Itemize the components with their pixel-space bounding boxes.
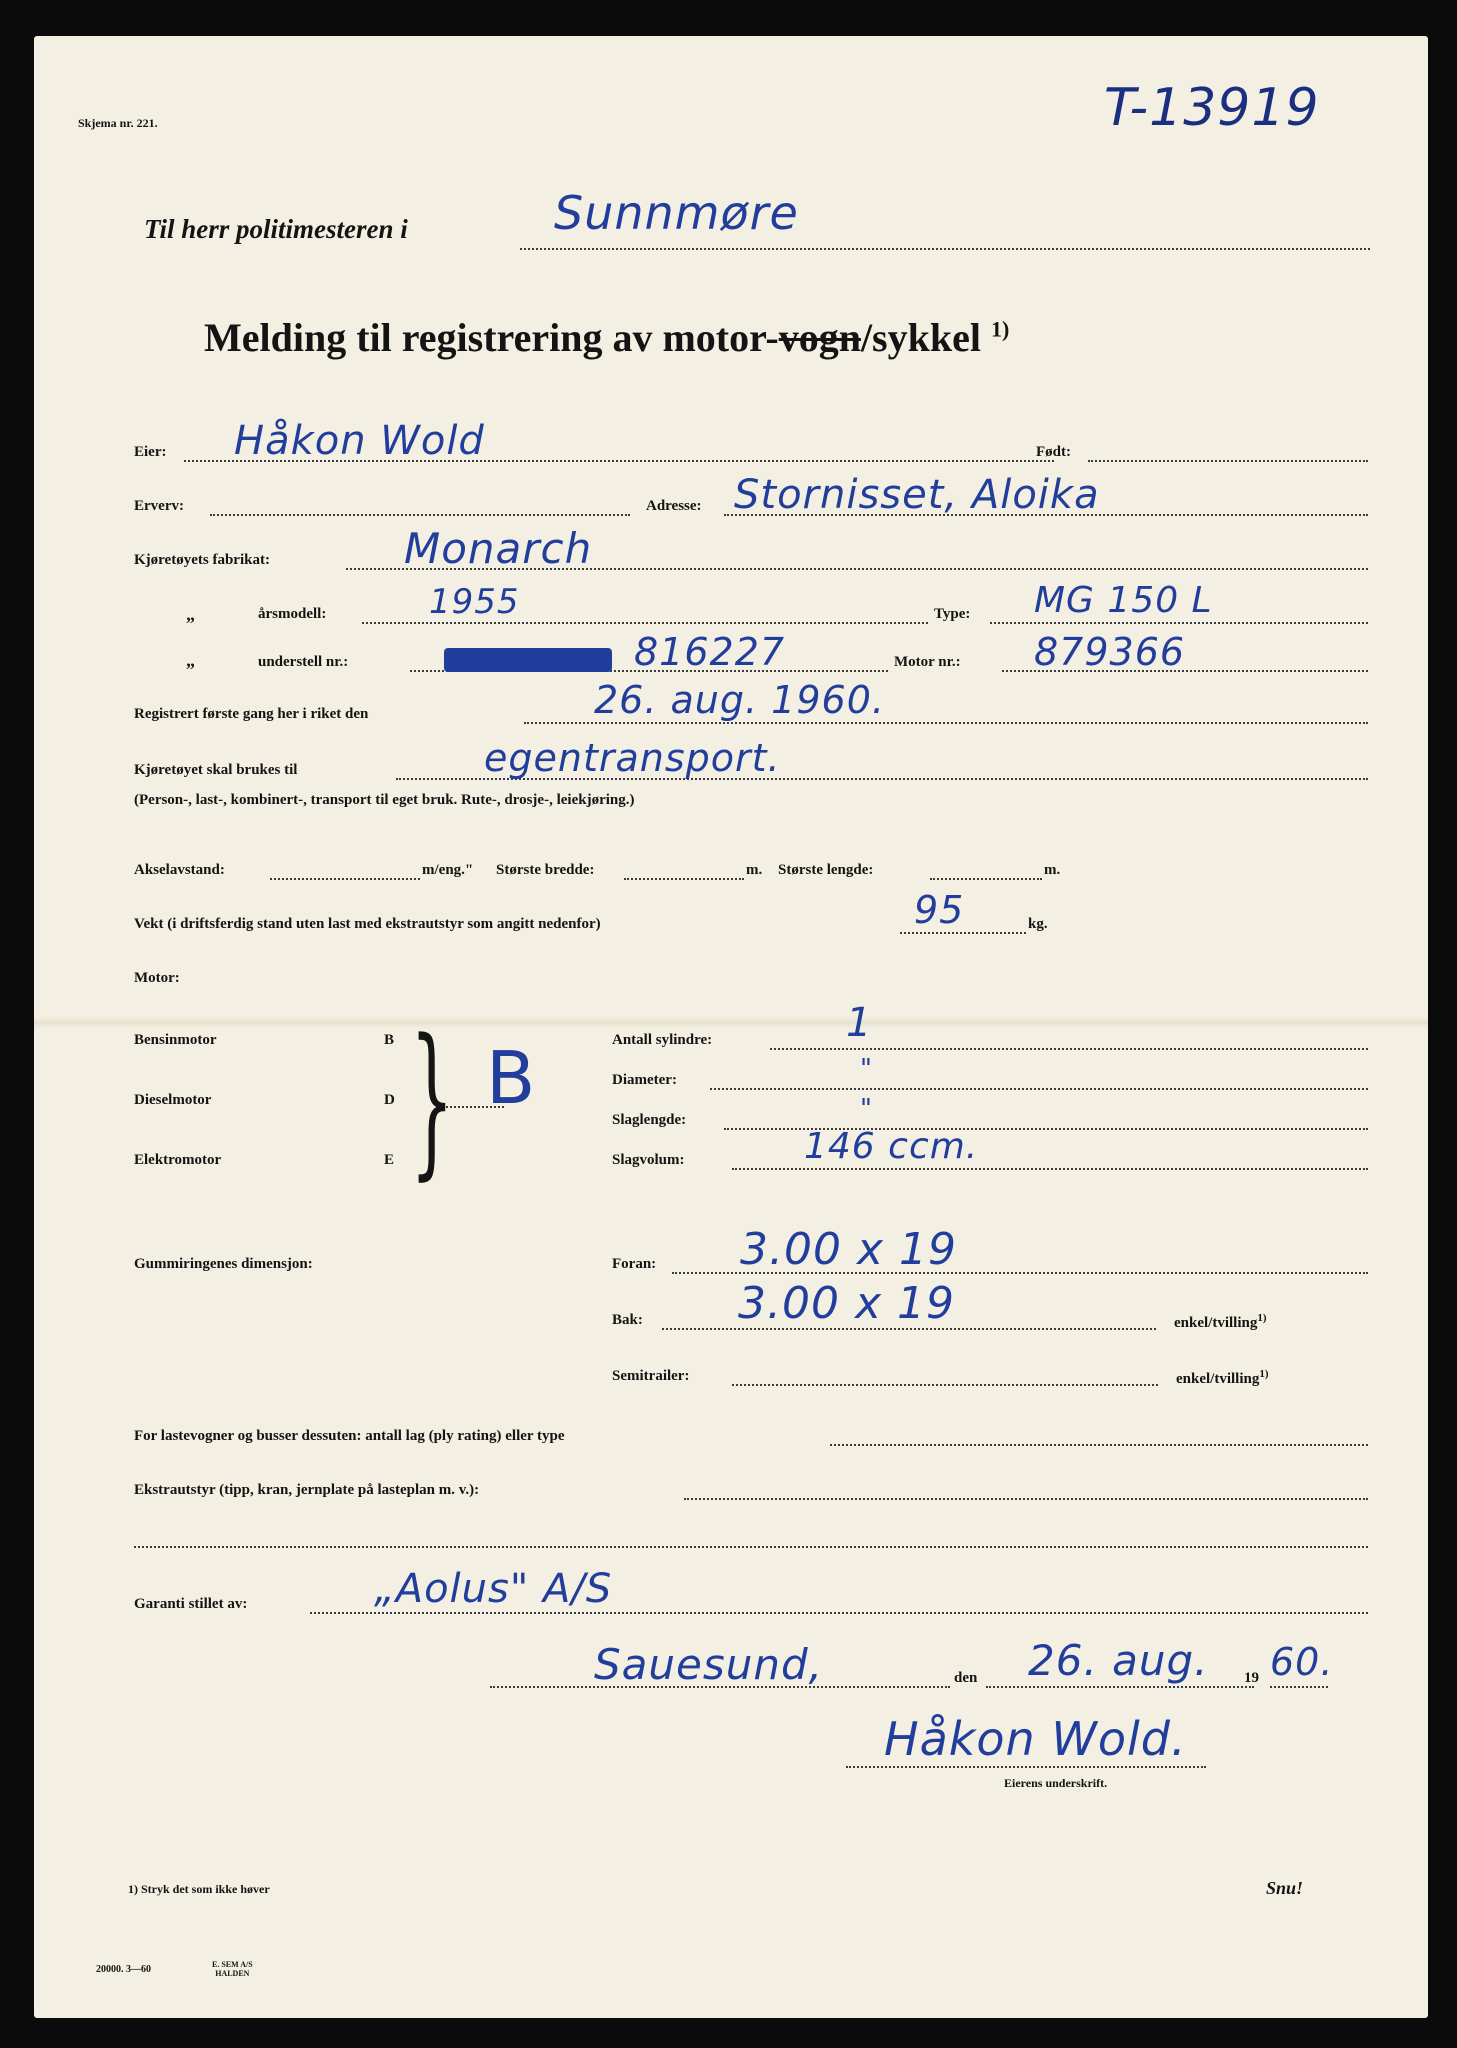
length-label: Største lengde: bbox=[778, 862, 874, 878]
petrol-motor-label: Bensinmotor bbox=[134, 1032, 217, 1048]
motor-type-selected: B bbox=[486, 1036, 537, 1120]
weight-value: 95 bbox=[914, 888, 965, 932]
width-label: Største bredde: bbox=[496, 862, 595, 878]
first-registered-value: 26. aug. 1960. bbox=[594, 678, 885, 722]
tires-rear-label: Bak: bbox=[612, 1312, 643, 1328]
type-value: MG 150 L bbox=[1034, 580, 1213, 621]
wheelbase-unit: m/eng." bbox=[422, 862, 474, 878]
turn-over-note: Snu! bbox=[1266, 1878, 1304, 1898]
address-value: Stornisset, Aloika bbox=[734, 472, 1100, 518]
ditto-mark-2: „ bbox=[186, 650, 195, 670]
petrol-code: B bbox=[384, 1032, 395, 1048]
usage-label: Kjøretøyet skal brukes til bbox=[134, 762, 298, 778]
usage-hint: (Person-, last-, kombinert-, transport til eget bruk. Rute-, drosje-, leiekjøring.) bbox=[134, 792, 635, 808]
extra-equipment-label: Ekstrautstyr (tipp, kran, jernplate på lasteplan m. v.): bbox=[134, 1482, 480, 1498]
tires-front-value: 3.00 x 19 bbox=[740, 1224, 957, 1275]
chassis-label: understell nr.: bbox=[258, 654, 349, 670]
trucks-buses-label: For lastevogner og busser dessuten: antall lag (ply rating) eller type bbox=[134, 1428, 565, 1444]
crossed-out-number bbox=[444, 648, 612, 672]
guarantee-value: „Aolus" A/S bbox=[374, 1566, 613, 1612]
guarantee-label: Garanti stillet av: bbox=[134, 1596, 248, 1612]
motor-brace: } bbox=[410, 1004, 454, 1195]
length-unit: m. bbox=[1044, 862, 1061, 878]
diesel-motor-label: Dieselmotor bbox=[134, 1092, 212, 1108]
year-prefix: 19 bbox=[1244, 1670, 1259, 1686]
tires-rear-single-twin: enkel/tvilling$^{1)}$ bbox=[1174, 1312, 1267, 1331]
stroke-label: Slaglengde: bbox=[612, 1112, 687, 1128]
owner-value: Håkon Wold bbox=[234, 418, 485, 464]
diameter-label: Diameter: bbox=[612, 1072, 677, 1088]
usage-value: egentransport. bbox=[484, 736, 781, 780]
ditto-mark: „ bbox=[186, 604, 195, 624]
place-value: Sauesund, bbox=[594, 1640, 823, 1689]
tires-label: Gummiringenes dimensjon: bbox=[134, 1256, 313, 1272]
make-value: Monarch bbox=[404, 524, 593, 573]
weight-label: Vekt (i driftsferdig stand uten last med ekstrautstyr som angitt nedenfor) bbox=[134, 916, 601, 932]
occupation-label: Erverv: bbox=[134, 498, 184, 514]
make-label: Kjøretøyets fabrikat: bbox=[134, 552, 270, 568]
tires-rear-value: 3.00 x 19 bbox=[738, 1278, 955, 1329]
registration-form bbox=[34, 36, 1428, 2018]
police-district: Sunnmøre bbox=[554, 186, 799, 240]
cylinders-value: 1 bbox=[846, 1000, 873, 1046]
motor-no-value: 879366 bbox=[1034, 630, 1186, 674]
type-label: Type: bbox=[934, 606, 971, 622]
cylinders-label: Antall sylindre: bbox=[612, 1032, 713, 1048]
width-unit: m. bbox=[746, 862, 763, 878]
model-year-value: 1955 bbox=[429, 582, 520, 622]
model-year-label: årsmodell: bbox=[258, 606, 327, 622]
born-label: Født: bbox=[1036, 444, 1071, 460]
stroke-value: " bbox=[860, 1094, 873, 1124]
motor-no-label: Motor nr.: bbox=[894, 654, 961, 670]
first-registered-label: Registrert første gang her i riket den bbox=[134, 706, 369, 722]
date-den: den bbox=[954, 1670, 978, 1686]
weight-unit: kg. bbox=[1028, 916, 1048, 932]
owner-label: Eier: bbox=[134, 444, 167, 460]
printer-imprint: E. SEM A/S HALDEN bbox=[212, 1960, 253, 1978]
displacement-value: 146 ccm. bbox=[804, 1126, 979, 1167]
diesel-code: D bbox=[384, 1092, 395, 1108]
tires-front-label: Foran: bbox=[612, 1256, 657, 1272]
displacement-label: Slagvolum: bbox=[612, 1152, 685, 1168]
electric-motor-label: Elektromotor bbox=[134, 1152, 222, 1168]
print-run: 20000. 3—60 bbox=[96, 1964, 151, 1975]
chassis-value: 816227 bbox=[634, 630, 786, 674]
paper-fold bbox=[34, 1017, 1428, 1029]
archive-number: T-13919 bbox=[1104, 78, 1320, 138]
address-label: Adresse: bbox=[646, 498, 702, 514]
date-value: 26. aug. bbox=[1028, 1636, 1209, 1685]
signature-caption: Eierens underskrift. bbox=[1004, 1776, 1108, 1790]
electric-code: E bbox=[384, 1152, 395, 1168]
semitrailer-label: Semitrailer: bbox=[612, 1368, 690, 1384]
footnote: 1) Stryk det som ikke høver bbox=[128, 1882, 270, 1896]
semitrailer-single-twin: enkel/tvilling$^{1)}$ bbox=[1176, 1368, 1269, 1387]
form-title: Melding til registrering av motor-vogn/sykkel $^{1)}$ bbox=[204, 315, 1010, 360]
owner-signature: Håkon Wold. bbox=[884, 1712, 1187, 1766]
diameter-value: " bbox=[860, 1054, 873, 1084]
year-value: 60. bbox=[1270, 1640, 1334, 1684]
wheelbase-label: Akselavstand: bbox=[134, 862, 225, 878]
form-number: Skjema nr. 221. bbox=[78, 116, 158, 130]
motor-heading: Motor: bbox=[134, 970, 180, 986]
addressee-label: Til herr politimesteren i bbox=[144, 214, 408, 244]
